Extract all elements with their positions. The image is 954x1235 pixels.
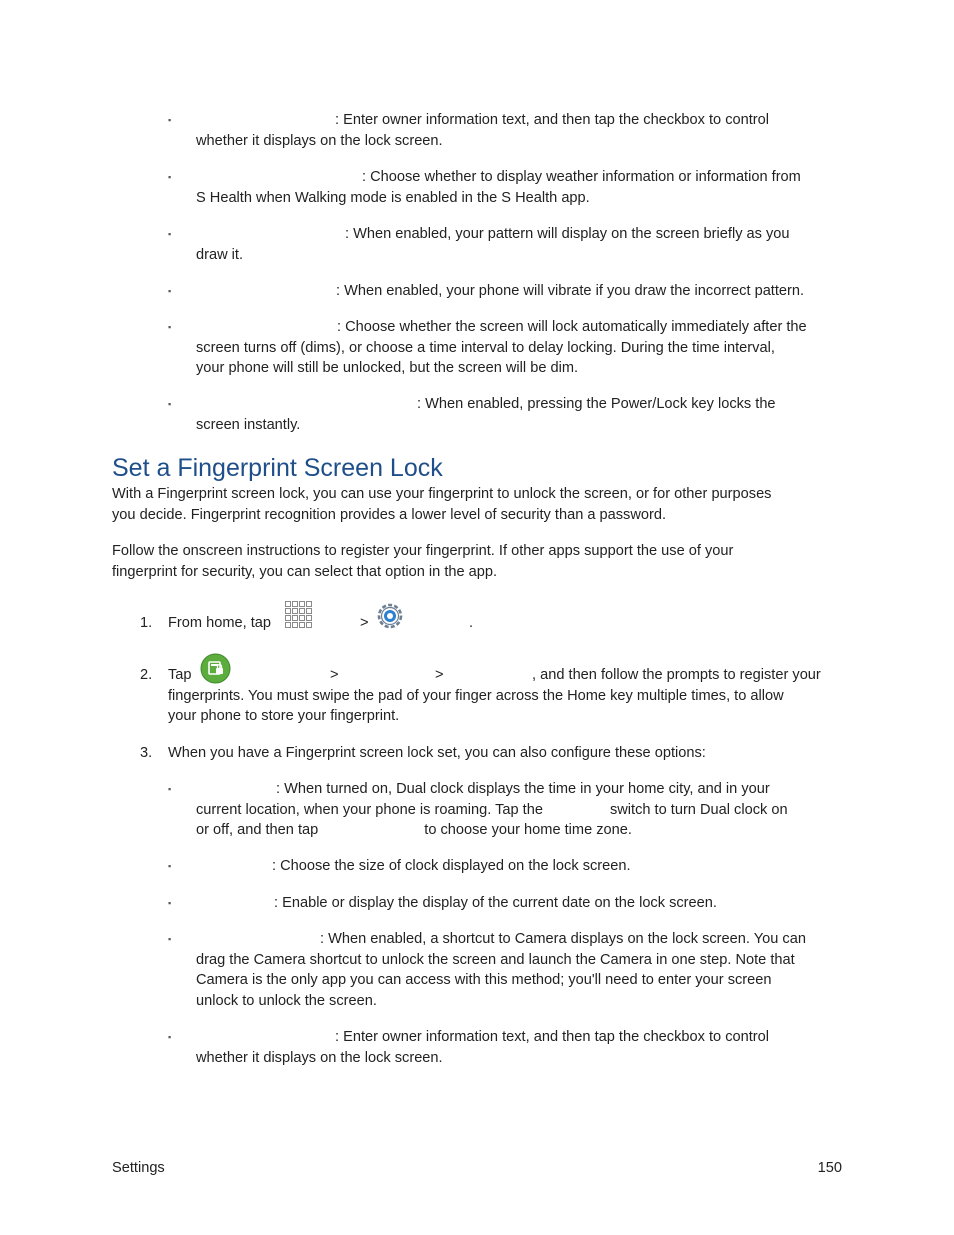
bullet-marker: ▪ [168, 861, 172, 871]
list-item-text: or off, and then tap [196, 822, 319, 839]
list-item-text-cont: screen turns off (dims), or choose a time interval to delay locking. During the time interval, [196, 339, 775, 356]
step-2-after: , and then follow the prompts to register your [532, 667, 821, 683]
step-2-line-2: fingerprints. You must swipe the pad of your finger across the Home key multiple times, to allow [168, 687, 784, 704]
bullet-marker: ▪ [168, 286, 172, 296]
list-item-text: : When enabled, pressing the Power/Lock key locks the [417, 396, 776, 412]
list-item [196, 167, 846, 208]
list-item [196, 1027, 846, 1068]
list-item-text: : Enter owner information text, and then tap the checkbox to control [335, 112, 770, 128]
step-1-text: From home, tap [168, 615, 272, 631]
list-item-text: : When enabled, your pattern will display on the screen briefly as you [345, 226, 790, 242]
settings-gear-icon[interactable] [374, 601, 406, 638]
bullet-marker: ▪ [168, 322, 172, 332]
list-item-text: unlock to unlock the screen. [196, 992, 377, 1009]
list-item-text: switch to turn Dual clock on [609, 801, 788, 818]
list-item-text: to choose your home time zone. [424, 822, 632, 839]
follow-line-1: Follow the onscreen instructions to register your fingerprint. If other apps support the use of your [112, 543, 734, 559]
intro-line-1: With a Fingerprint screen lock, you can use your fingerprint to unlock the screen, or for other purposes [112, 486, 772, 502]
step-number: 3. [140, 745, 153, 761]
bullet-marker: ▪ [168, 934, 172, 944]
follow-line-2: fingerprint for security, you can select that option in the app. [112, 563, 498, 580]
bullet-marker: ▪ [168, 784, 172, 794]
footer-page-number: 150 [817, 1160, 842, 1176]
follow-paragraph [112, 541, 842, 582]
intro-line-2: you decide. Fingerprint recognition provides a lower level of security than a password. [112, 506, 667, 523]
step-3 [168, 743, 848, 764]
list-item-text-cont: whether it displays on the lock screen. [196, 132, 443, 149]
list-item-text: : Choose whether to display weather information or information from [362, 169, 801, 185]
step-2-line-3: your phone to store your fingerprint. [168, 708, 400, 725]
list-item-text: whether it displays on the lock screen. [196, 1049, 443, 1066]
bullet-marker: ▪ [168, 399, 172, 409]
list-item-text: : When enabled, your phone will vibrate if you draw the incorrect pattern. [336, 283, 805, 299]
step-3-text: When you have a Fingerprint screen lock set, you can also configure these options: [168, 745, 706, 761]
footer-section-name: Settings [112, 1160, 165, 1176]
breadcrumb-separator: > [360, 615, 369, 631]
step-number: 1. [140, 615, 153, 631]
list-item-text: : Enter owner information text, and then tap the checkbox to control [335, 1029, 770, 1045]
list-item-text: Camera is the only app you can access with this method; you'll need to enter your screen [196, 972, 772, 989]
bullet-marker: ▪ [168, 229, 172, 239]
step-1-end: . [469, 615, 474, 631]
list-item [196, 893, 846, 914]
apps-grid-icon[interactable] [284, 600, 314, 637]
list-item-text-cont: S Health when Walking mode is enabled in the S Health app. [196, 189, 590, 206]
list-item [196, 394, 846, 435]
step-1 [168, 613, 848, 634]
list-item [196, 779, 846, 841]
list-item [196, 317, 846, 379]
bullet-marker: ▪ [168, 898, 172, 908]
section-title: Set a Fingerprint Screen Lock [112, 454, 443, 482]
bullet-marker: ▪ [168, 172, 172, 182]
bullet-marker: ▪ [168, 1032, 172, 1042]
list-item [196, 281, 846, 302]
list-item [196, 929, 846, 1011]
step-number: 2. [140, 667, 153, 683]
lock-screen-security-icon[interactable] [200, 653, 231, 691]
list-item [196, 110, 846, 151]
intro-paragraph [112, 484, 842, 525]
list-item-text: : Choose the size of clock displayed on the lock screen. [272, 858, 631, 874]
list-item-text: : Enable or display the display of the current date on the lock screen. [274, 895, 717, 911]
list-item-text-cont: screen instantly. [196, 416, 301, 433]
list-item-text: current location, when your phone is roaming. Tap the [196, 801, 543, 818]
bullet-marker: ▪ [168, 115, 172, 125]
breadcrumb-separator: > [330, 667, 339, 683]
list-item-text: drag the Camera shortcut to unlock the screen and launch the Camera in one step. Note that [196, 951, 795, 968]
list-item-text: : When enabled, a shortcut to Camera displays on the lock screen. You can [320, 931, 806, 947]
list-item [196, 856, 846, 877]
breadcrumb-separator: > [435, 667, 444, 683]
list-item-text: : Choose whether the screen will lock automatically immediately after the [337, 319, 807, 335]
list-item [196, 224, 846, 265]
step-2-tap: Tap [168, 667, 192, 683]
list-item-text-cont: draw it. [196, 246, 244, 263]
list-item-text: : When turned on, Dual clock displays the time in your home city, and in your [276, 781, 770, 797]
list-item-text-cont: your phone will still be unlocked, but the screen will be dim. [196, 360, 579, 377]
